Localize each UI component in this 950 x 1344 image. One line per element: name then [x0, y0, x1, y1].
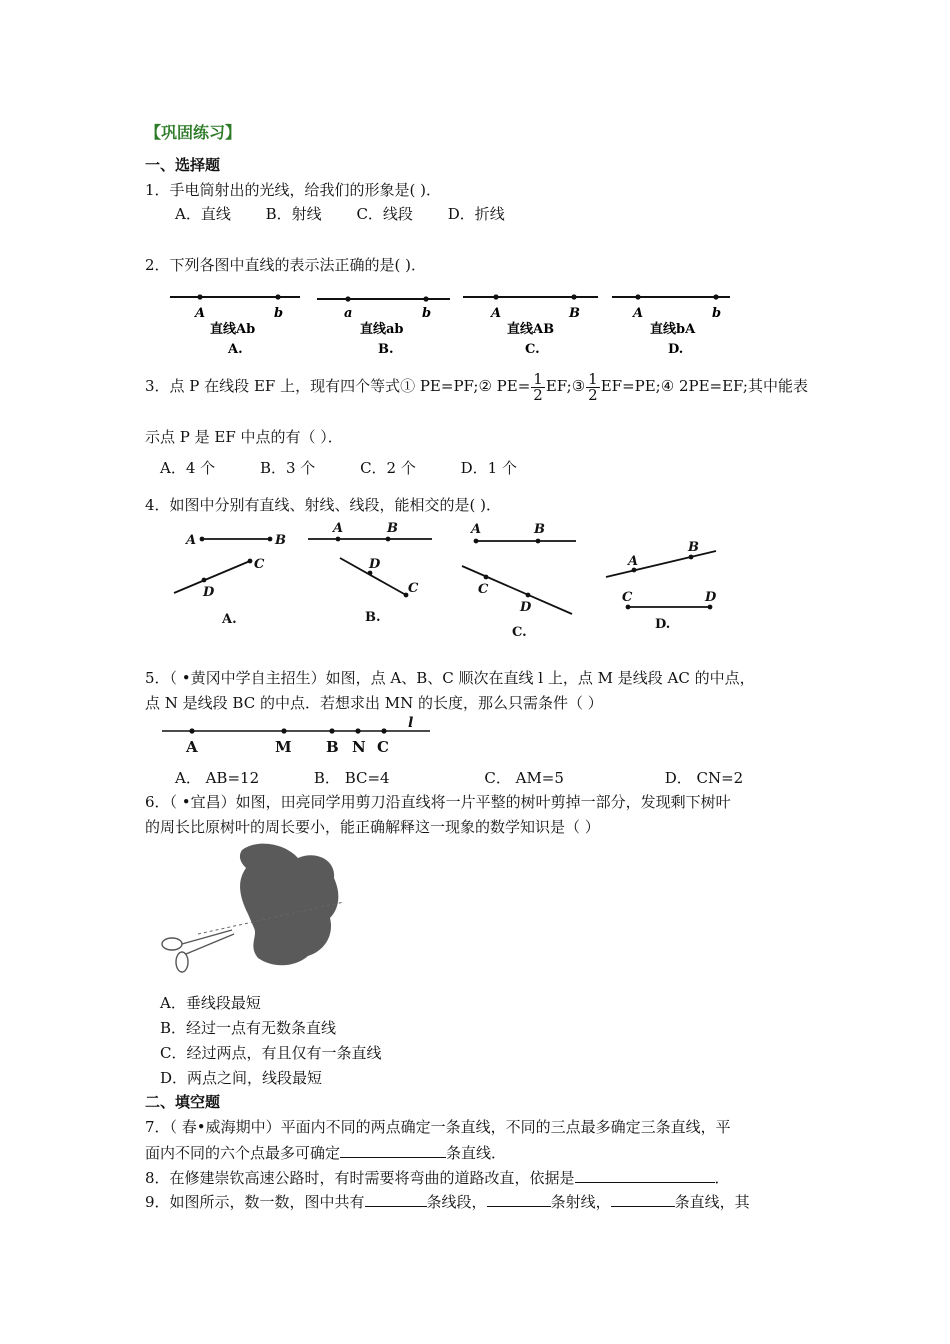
- q4-c-label-d: D: [520, 600, 532, 615]
- q4-a-label-d: D: [203, 585, 215, 600]
- question-2-figure: [160, 285, 760, 360]
- q7-text-b: 条直线．: [446, 1144, 507, 1162]
- q2-fig-b-point2: b: [422, 306, 432, 321]
- q9-blank-segments[interactable]: [365, 1190, 427, 1207]
- q6-option-d: D．两点之间，线段最短: [160, 1069, 323, 1087]
- q2-fig-a-point2: b: [274, 306, 284, 321]
- q3-fraction-2-numerator: 1: [588, 369, 598, 388]
- question-1-stem: 1．手电筒射出的光线，给我们的形象是( )．: [145, 181, 442, 199]
- question-5-line2: 点 N 是线段 BC 的中点．若想求出 MN 的长度，那么只需条件（ ）: [145, 694, 603, 712]
- q2-fig-b-caption: 直线ab: [360, 322, 404, 337]
- question-2-stem: 2．下列各图中直线的表示法正确的是( )．: [145, 256, 427, 274]
- question-4-stem: 4．如图中分别有直线、射线、线段，能相交的是( )．: [145, 496, 502, 514]
- q5-label-l: l: [408, 716, 414, 731]
- question-6-line1: 6．（ •宜昌）如图，田亮同学用剪刀沿直线将一片平整的树叶剪掉一部分，发现剩下树叶: [145, 793, 731, 811]
- q1-option-c: C．线段: [356, 205, 413, 223]
- q4-a-label-c: C: [254, 557, 265, 572]
- q5-label-n: N: [352, 738, 366, 756]
- q6-option-c: C．经过两点，有且仅有一条直线: [160, 1044, 382, 1062]
- q3-option-d: D．1 个: [460, 459, 517, 477]
- q5-option-d: D． CN=2: [664, 769, 744, 787]
- question-1-options: [175, 203, 505, 225]
- q2-fig-b-point1: a: [344, 306, 353, 321]
- q3-text-1: 3．点 P 在线段 EF 上，现有四个等式① PE=PF;② PE=: [145, 377, 531, 395]
- q5-label-a: A: [186, 738, 198, 756]
- q9-text-a: 9．如图所示，数一数，图中共有: [145, 1193, 365, 1211]
- q2-fig-d-point1: A: [633, 306, 644, 321]
- q1-option-d: D．折线: [447, 205, 505, 223]
- q2-fig-d-point2: b: [712, 306, 722, 321]
- q2-fig-d-caption: 直线bA: [650, 322, 696, 337]
- q9-text-b: 条线段，: [426, 1193, 487, 1211]
- q4-d-caption: D.: [655, 617, 671, 632]
- q3-text-3: EF=PE;④ 2PE=EF;其中能表: [600, 377, 808, 395]
- page-title: 【巩固练习】: [145, 123, 242, 142]
- q2-fig-d-letter: D.: [668, 342, 684, 357]
- q4-b-label-b: B: [387, 521, 398, 536]
- q2-fig-a-point1: A: [195, 306, 206, 321]
- question-8: [145, 1166, 730, 1189]
- scissors-icon: [162, 930, 234, 972]
- q3-fraction-1-denominator: 2: [533, 385, 543, 404]
- q3-fraction-1: [531, 369, 545, 404]
- q5-label-b: B: [326, 738, 339, 756]
- question-5-options: [175, 767, 743, 789]
- q3-option-b: B．3 个: [259, 459, 316, 477]
- q6-option-b: B．经过一点有无数条直线: [160, 1019, 337, 1037]
- leaf-image: [240, 844, 338, 966]
- q4-a-label-b: B: [275, 533, 286, 548]
- q4-c-label-a: A: [471, 522, 482, 537]
- question-7-line1: 7．（ 春•威海期中）平面内不同的两点确定一条直线，不同的三点最多确定三条直线，平: [145, 1118, 731, 1136]
- leaf-scissors-illustration: [158, 838, 358, 978]
- question-4-figure: [160, 518, 760, 643]
- q4-c-label-c: C: [478, 582, 489, 597]
- question-3-options: [160, 457, 517, 479]
- question-5-figure: [160, 716, 450, 756]
- q4-b-caption: B.: [365, 610, 381, 625]
- q2-fig-c-caption: 直线AB: [507, 322, 555, 337]
- q8-end: ．: [714, 1169, 730, 1187]
- question-3-line2: 示点 P 是 EF 中点的有（ ）．: [145, 428, 343, 446]
- q4-d-label-d: D: [705, 590, 717, 605]
- q4-b-label-a: A: [333, 521, 344, 536]
- q3-text-2: EF;③: [545, 377, 586, 395]
- question-7-line2: [145, 1141, 506, 1164]
- q4-d-label-a: A: [628, 554, 639, 569]
- question-5-line1: 5．（ •黄冈中学自主招生）如图，点 A、B、C 顺次在直线 l 上，点 M 是线段 AC 的中点，: [145, 669, 755, 687]
- q4-a-label-a: A: [186, 533, 197, 548]
- question-3-stem: [145, 368, 808, 404]
- q9-blank-lines[interactable]: [611, 1190, 675, 1207]
- q3-fraction-2: [586, 369, 600, 404]
- q4-b-label-d: D: [369, 557, 381, 572]
- q3-fraction-1-numerator: 1: [533, 369, 543, 388]
- q2-fig-c-point2: B: [569, 306, 580, 321]
- q2-fig-a-caption: 直线Ab: [210, 322, 256, 337]
- q7-text-a: 面内不同的六个点最多可确定: [145, 1144, 341, 1162]
- q2-fig-a-letter: A.: [228, 342, 243, 357]
- q2-fig-c-point1: A: [491, 306, 502, 321]
- q3-fraction-2-denominator: 2: [588, 385, 598, 404]
- q5-label-m: M: [275, 738, 292, 756]
- q9-text-c: 条射线，: [550, 1193, 611, 1211]
- section-title-choice: 一、选择题: [145, 156, 221, 174]
- q4-d-label-c: C: [622, 590, 633, 605]
- q9-text-d: 条直线，其: [674, 1193, 750, 1211]
- q4-d-label-b: B: [688, 540, 699, 555]
- q4-c-label-b: B: [534, 522, 545, 537]
- q5-label-c: C: [377, 738, 389, 756]
- q4-a-caption: A.: [222, 612, 237, 627]
- q6-option-a: A．垂线段最短: [160, 994, 261, 1012]
- q1-option-b: B．射线: [265, 205, 322, 223]
- q2-fig-b-letter: B.: [378, 342, 394, 357]
- q7-answer-blank[interactable]: [340, 1141, 446, 1158]
- q4-b-label-c: C: [408, 581, 419, 596]
- question-9: [145, 1190, 750, 1213]
- q4-c-caption: C.: [512, 625, 527, 640]
- q5-option-c: C． AM=5: [484, 769, 564, 787]
- q8-answer-blank[interactable]: [575, 1166, 715, 1183]
- q9-blank-rays[interactable]: [487, 1190, 551, 1207]
- q3-option-c: C．2 个: [360, 459, 416, 477]
- q8-text: 8．在修建崇钦高速公路时，有时需要将弯曲的道路改直，依据是: [145, 1169, 575, 1187]
- section-title-fill: 二、填空题: [145, 1093, 221, 1111]
- question-6-line2: 的周长比原树叶的周长要小，能正确解释这一现象的数学知识是（ ）: [145, 818, 600, 836]
- q3-option-a: A．4 个: [160, 459, 216, 477]
- q5-option-a: A． AB=12: [175, 769, 260, 787]
- q2-fig-c-letter: C.: [525, 342, 540, 357]
- q1-option-a: A．直线: [175, 205, 231, 223]
- q5-option-b: B． BC=4: [313, 769, 390, 787]
